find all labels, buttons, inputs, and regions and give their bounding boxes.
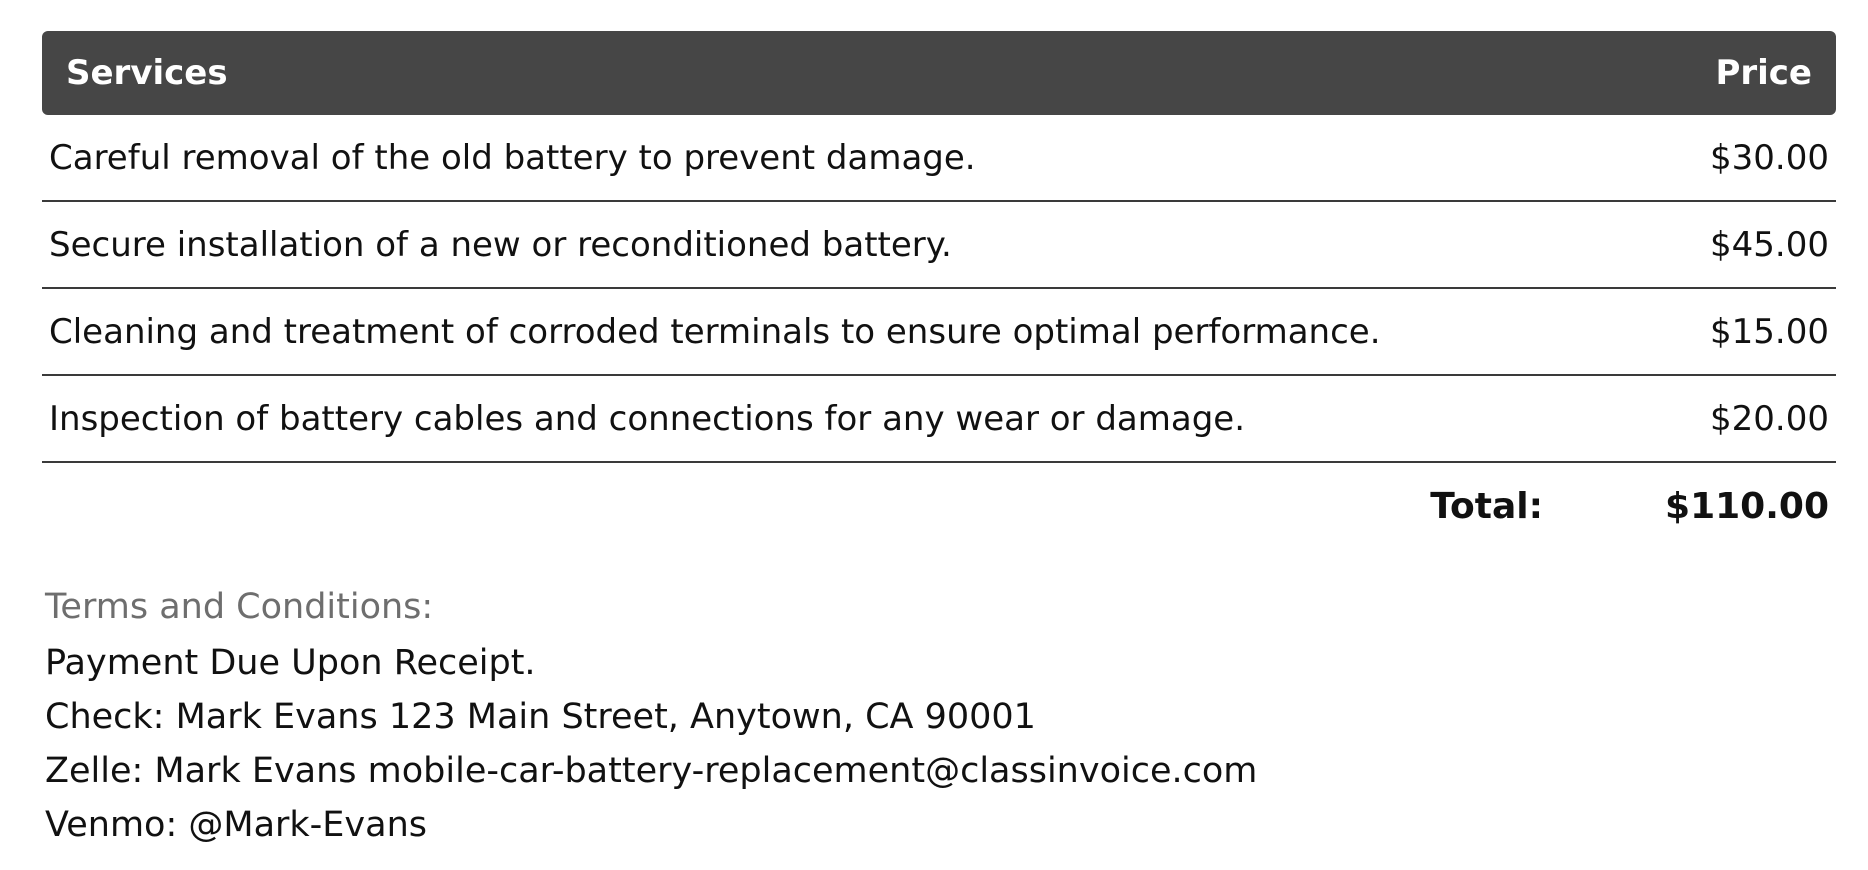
services-table	[42, 31, 1836, 549]
service-price: $15.00	[1710, 311, 1829, 352]
total-label: Total:	[1430, 485, 1544, 527]
price-column-header: Price	[1715, 53, 1812, 93]
service-description: Secure installation of a new or reconditioned battery.	[49, 224, 952, 265]
table-header	[42, 31, 1836, 115]
services-column-header: Services	[66, 53, 228, 93]
venmo-payment-line: Venmo: @Mark-Evans	[45, 805, 427, 845]
table-row	[42, 115, 1836, 202]
service-price: $20.00	[1710, 398, 1829, 439]
service-description: Cleaning and treatment of corroded terminals to ensure optimal performance.	[49, 311, 1381, 352]
table-row	[42, 202, 1836, 289]
total-row	[42, 463, 1836, 549]
service-price: $45.00	[1710, 224, 1829, 265]
check-payment-line: Check: Mark Evans 123 Main Street, Anytown, CA 90001	[45, 697, 1036, 737]
service-description: Inspection of battery cables and connections for any wear or damage.	[49, 398, 1246, 439]
service-description: Careful removal of the old battery to prevent damage.	[49, 137, 976, 178]
service-price: $30.00	[1710, 137, 1829, 178]
terms-section	[45, 580, 1257, 852]
zelle-payment-line: Zelle: Mark Evans mobile-car-battery-replacement@classinvoice.com	[45, 751, 1258, 791]
total-value: $110.00	[1665, 485, 1829, 527]
payment-due-line: Payment Due Upon Receipt.	[45, 643, 536, 683]
table-row	[42, 289, 1836, 376]
table-row	[42, 376, 1836, 463]
terms-title: Terms and Conditions:	[45, 587, 434, 627]
